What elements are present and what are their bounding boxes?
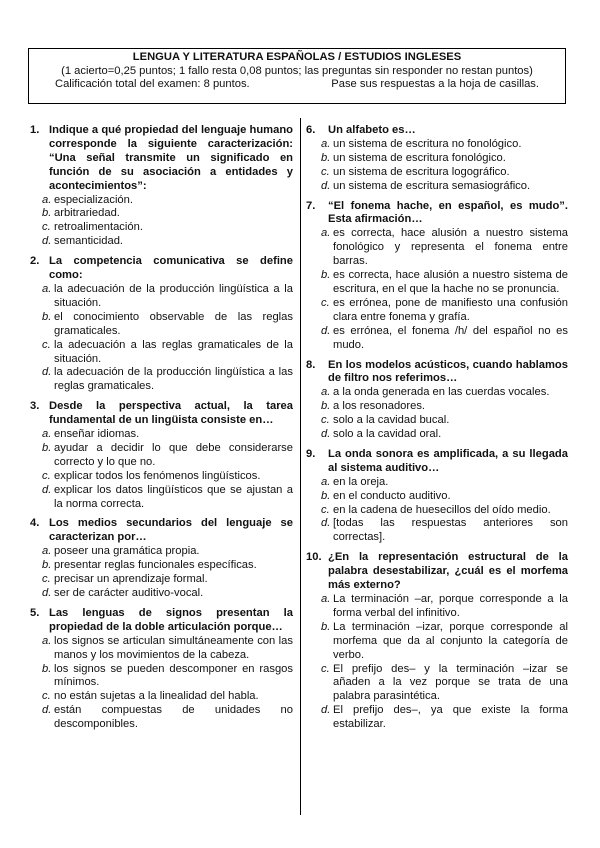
option-letter: d. (42, 235, 52, 248)
option-letter: a. (321, 227, 331, 240)
answer-option (306, 180, 568, 194)
answer-option (30, 442, 293, 470)
option-letter: d. (321, 428, 331, 441)
question-6 (306, 124, 568, 194)
question-stem: En los modelos acústicos, cuando hablamos de filtro nos referimos… (328, 358, 568, 385)
answer-option (306, 297, 568, 325)
question-stem-row (306, 359, 568, 387)
answer-option (30, 470, 293, 484)
question-stem: La onda sonora es amplificada, a su llegada al sistema auditivo… (328, 447, 568, 474)
option-letter: d. (321, 517, 331, 530)
question-4 (30, 517, 293, 600)
question-number: 4. (30, 517, 40, 530)
option-text: en el conducto auditivo. (333, 489, 451, 502)
answer-instructions: Pase sus respuestas a la hoja de casillas. (331, 78, 539, 90)
option-letter: c. (42, 221, 51, 234)
answer-option (306, 504, 568, 518)
question-stem-row (306, 551, 568, 593)
option-text: en la oreja. (333, 475, 389, 488)
option-text: presentar reglas funcionales específicas. (54, 559, 257, 572)
answer-option (306, 517, 568, 545)
option-letter: d. (321, 179, 331, 192)
right-column (306, 124, 568, 738)
option-text: un sistema de escritura semasiográfico. (333, 179, 531, 192)
option-text: no están sujetas a la linealidad del habla. (54, 690, 259, 703)
option-letter: d. (321, 324, 331, 337)
question-number: 3. (30, 400, 40, 413)
option-text: poseer una gramática propia. (54, 545, 200, 558)
option-letter: c. (321, 503, 330, 516)
option-text: El prefijo des–, ya que existe la forma estabilizar. (333, 704, 568, 731)
option-letter: a. (321, 386, 331, 399)
answer-option (306, 663, 568, 705)
option-text: semanticidad. (54, 235, 124, 248)
option-text: los signos se pueden descomponer en rasgos mínimos. (54, 662, 293, 689)
answer-option (306, 138, 568, 152)
scoring-rules: (1 acierto=0,25 puntos; 1 fallo resta 0,08 puntos; las preguntas sin responder no restan puntos) (61, 64, 533, 77)
option-text: solo a la cavidad bucal. (333, 414, 450, 427)
question-9 (306, 448, 568, 545)
option-letter: c. (321, 414, 330, 427)
option-text: un sistema de escritura logográfico. (333, 165, 510, 178)
question-stem-row (30, 517, 293, 545)
answer-option (30, 366, 293, 394)
answer-option (306, 227, 568, 269)
option-text: un sistema de escritura no fonológico. (333, 137, 522, 150)
question-number: 5. (30, 606, 40, 619)
option-letter: d. (42, 587, 52, 599)
question-number: 2. (30, 255, 40, 268)
option-letter: b. (321, 400, 331, 413)
answer-option (306, 621, 568, 663)
answer-option (306, 704, 568, 732)
question-stem-row (306, 200, 568, 228)
answer-option (30, 690, 293, 704)
option-text: La terminación –izar, porque corresponde al morfema que da al conjunto la categoría de verbo. (333, 620, 568, 661)
option-letter: a. (42, 545, 52, 558)
header-footer-line (29, 78, 565, 92)
question-5 (30, 607, 293, 732)
option-text: la adecuación de la producción lingüística a la situación. (54, 282, 293, 309)
question-stem: Un alfabeto es… (328, 124, 416, 136)
option-text: ser de carácter auditivo-vocal. (54, 587, 204, 599)
option-text: El prefijo des– y la terminación –izar se añaden a la vez porque se trata de una palabra parasintética. (333, 662, 568, 703)
option-letter: a. (321, 475, 331, 488)
option-text: La terminación –ar, porque corresponde a la forma verbal del infinitivo. (333, 593, 568, 619)
question-stem: Los medios secundarios del lenguaje se caracterizan por… (49, 517, 293, 544)
option-letter: a. (321, 137, 331, 150)
exam-header (28, 48, 566, 104)
option-letter: b. (42, 207, 52, 220)
answer-option (30, 194, 293, 208)
option-letter: c. (42, 690, 51, 703)
answer-option (30, 559, 293, 573)
option-text: los signos se articulan simultáneamente con las manos y los movimientos de la cabeza. (54, 634, 293, 661)
answer-option (306, 400, 568, 414)
question-number: 1. (30, 124, 40, 136)
answer-option (30, 573, 293, 587)
question-stem: Las lenguas de signos presentan la propiedad de la doble articulación porque… (49, 606, 293, 633)
option-letter: c. (321, 296, 330, 309)
option-letter: a. (42, 282, 52, 295)
answer-option (306, 490, 568, 504)
answer-option (30, 704, 293, 732)
question-number: 6. (306, 124, 316, 136)
option-text: es correcta, hace alusión a nuestro sistema de escritura, en el que la hache no se pronuncia. (333, 269, 568, 295)
option-text: en la cadena de huesecillos del oído medio. (333, 503, 551, 516)
option-text: a la onda generada en las cuerdas vocales. (333, 386, 550, 399)
option-letter: c. (321, 662, 330, 675)
option-text: el conocimiento observable de las reglas gramaticales. (54, 310, 293, 337)
answer-option (30, 545, 293, 559)
question-3 (30, 400, 293, 511)
option-text: enseñar idiomas. (54, 428, 140, 441)
column-divider (300, 118, 301, 815)
option-text: especialización. (54, 193, 133, 206)
answer-option (306, 593, 568, 621)
option-text: precisar un aprendizaje formal. (54, 573, 208, 586)
left-column (30, 124, 293, 738)
question-stem: “El fonema hache, en español, es mudo”. Esta afirmación… (328, 199, 568, 226)
question-10 (306, 551, 568, 732)
option-text: arbitrariedad. (54, 207, 120, 220)
answer-option (306, 269, 568, 297)
option-text: están compuestas de unidades no descomponibles. (54, 704, 293, 731)
question-7 (306, 200, 568, 353)
answer-option (30, 663, 293, 691)
total-score: Calificación total del examen: 8 puntos. (55, 78, 250, 90)
question-8 (306, 359, 568, 442)
option-letter: b. (321, 151, 331, 164)
question-stem-row (30, 400, 293, 428)
exam-title: LENGUA Y LITERATURA ESPAÑOLAS / ESTUDIOS INGLESES (132, 51, 462, 63)
option-letter: c. (321, 165, 330, 178)
question-stem: Desde la perspectiva actual, la tarea fundamental de un lingüista consiste en… (49, 400, 293, 427)
option-text: a los resonadores. (333, 400, 426, 413)
answer-option (306, 386, 568, 400)
option-text: un sistema de escritura fonológico. (333, 151, 506, 164)
option-text: es errónea, pone de manifiesto una confusión clara entre fonema y grafía. (333, 296, 568, 323)
answer-option (30, 283, 293, 311)
question-stem: Indique a qué propiedad del lenguaje humano corresponde la siguiente caracterización: “Una señal transmite un significado en función de su asociación a entidades y acontecimientos”: (49, 124, 293, 192)
option-letter: a. (42, 634, 52, 647)
option-letter: b. (321, 620, 331, 633)
answer-option (30, 339, 293, 367)
answer-option (30, 235, 293, 249)
option-text: [todas las respuestas anteriores son correctas]. (333, 517, 568, 544)
option-letter: c. (42, 338, 51, 351)
option-letter: b. (42, 310, 52, 323)
answer-option (306, 414, 568, 428)
answer-option (306, 325, 568, 353)
question-stem-row (306, 448, 568, 476)
question-stem-row (30, 255, 293, 283)
option-text: explicar todos los fenómenos lingüísticos. (54, 469, 261, 482)
option-letter: d. (42, 483, 52, 496)
option-letter: d. (321, 704, 331, 717)
option-text: ayudar a decidir lo que debe considerarse correcto y lo que no. (54, 441, 293, 468)
answer-option (30, 484, 293, 512)
option-letter: b. (42, 559, 52, 572)
answer-option (30, 311, 293, 339)
option-text: la adecuación a las reglas gramaticales de la situación. (54, 338, 293, 365)
option-letter: d. (42, 704, 52, 717)
question-stem: La competencia comunicativa se define como: (49, 255, 293, 282)
question-number: 10. (306, 551, 322, 564)
option-letter: a. (42, 193, 52, 206)
answer-option (306, 166, 568, 180)
option-letter: c. (42, 573, 51, 586)
answer-option (30, 428, 293, 442)
question-2 (30, 255, 293, 394)
option-text: es correcta, hace alusión a nuestro sistema fonológico y representa el fonema entre barras. (333, 227, 568, 268)
option-text: es errónea, el fonema /h/ del español no es mudo. (333, 324, 568, 351)
option-text: solo a la cavidad oral. (333, 428, 442, 441)
option-text: la adecuación de la producción lingüística a las reglas gramaticales. (54, 366, 293, 393)
question-1 (30, 124, 293, 249)
option-letter: a. (42, 428, 52, 441)
option-letter: d. (42, 366, 52, 379)
question-number: 8. (306, 358, 316, 371)
answer-option (306, 476, 568, 490)
question-stem-row (30, 124, 293, 194)
answer-option (30, 207, 293, 221)
question-stem-row (30, 607, 293, 635)
answer-option (30, 587, 293, 601)
option-letter: b. (321, 269, 331, 282)
answer-option (30, 221, 293, 235)
answer-option (306, 152, 568, 166)
question-number: 9. (306, 447, 316, 460)
option-letter: c. (42, 469, 51, 482)
question-stem-row (306, 124, 568, 138)
option-letter: b. (321, 489, 331, 502)
option-text: explicar los datos lingüísticos que se ajustan a la norma correcta. (54, 483, 293, 510)
option-letter: a. (321, 593, 331, 605)
question-stem: ¿En la representación estructural de la palabra desestabilizar, ¿cuál es el morfema más externo? (328, 551, 568, 592)
question-number: 7. (306, 199, 316, 212)
option-letter: b. (42, 662, 52, 675)
answer-option (30, 635, 293, 663)
option-letter: b. (42, 441, 52, 454)
answer-option (306, 428, 568, 442)
option-text: retroalimentación. (54, 221, 143, 234)
